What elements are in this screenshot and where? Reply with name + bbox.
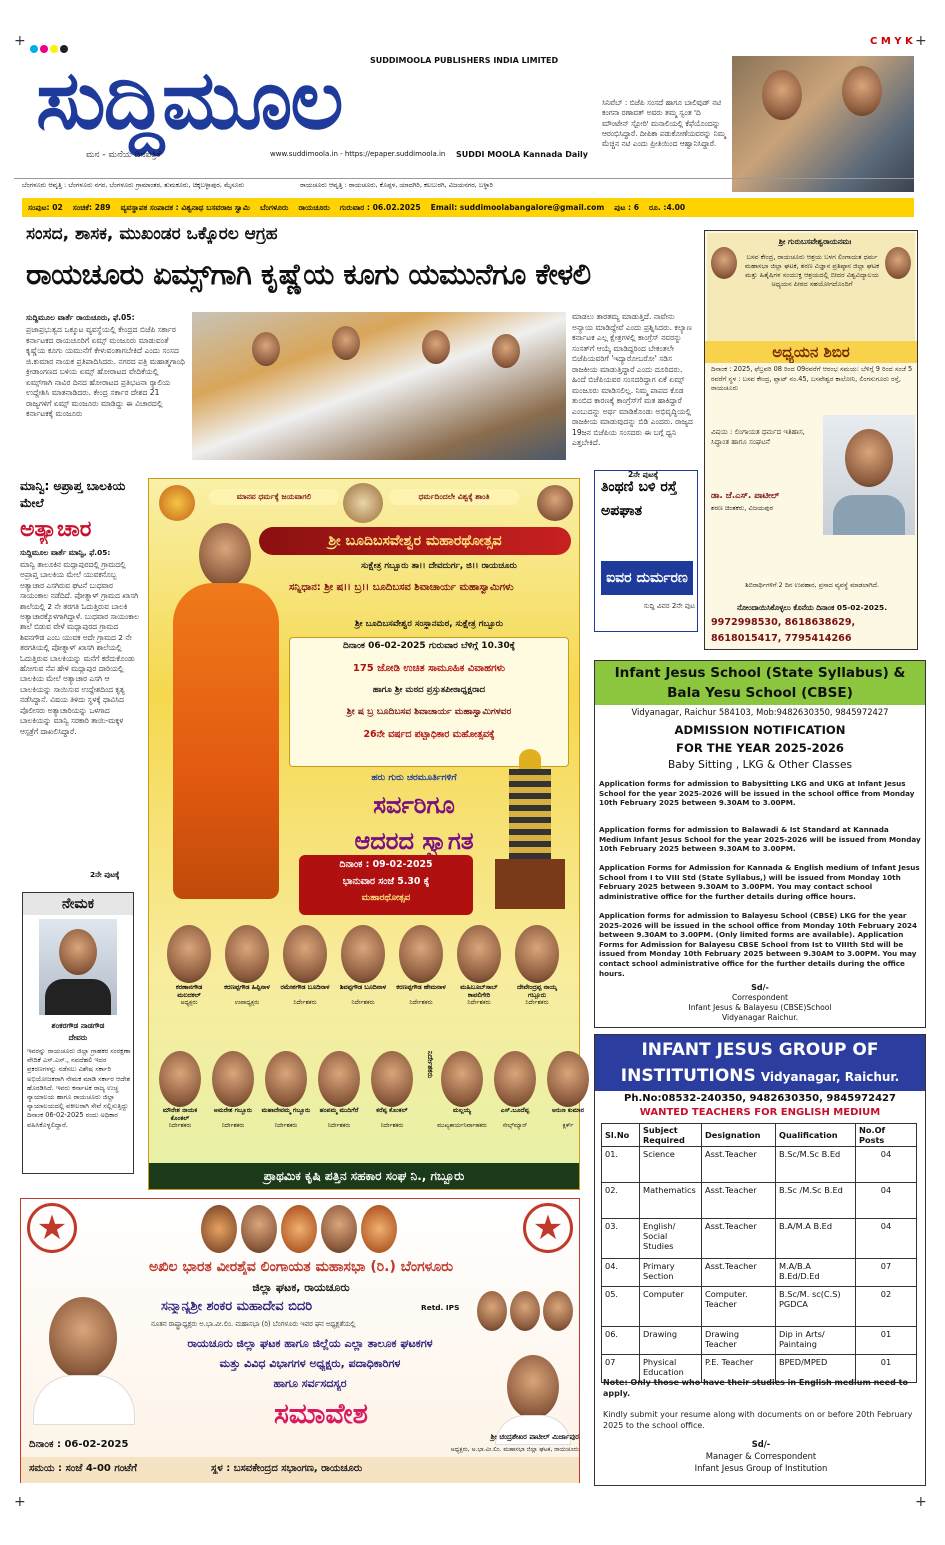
directors-row-2 (155, 1051, 584, 1159)
cell: B.A/M.A B.Ed (776, 1219, 856, 1259)
issue: ಸಂಚಿಕೆ: 289 (72, 202, 111, 212)
director-name: ಮೌನೇಶ ನಾಯಕ ಕೊಂಕಲ್ (162, 1107, 198, 1122)
mahasabha-ad (20, 1198, 580, 1483)
study-camp-ad (704, 230, 918, 650)
deity-portrait-icon (885, 247, 911, 279)
cell: Primary Section (640, 1259, 702, 1287)
lead-kicker: ಸಂಸದ, ಶಾಸಕ, ಮುಖಂಡರ ಒಕ್ಕೊರಲ ಆಗ್ರಹ (26, 224, 278, 244)
teachers-title-2b: Vidyanagar, Raichur. (760, 1070, 900, 1084)
registration-mark-icon: + (915, 33, 927, 49)
basava-portrait-icon (711, 247, 737, 279)
welcome-1: ಸರ್ವರಿಗೂ (373, 791, 455, 819)
col-header: Subject Required (640, 1124, 702, 1147)
mahasabha-date: ದಿನಾಂಕ : 06-02-2025 (29, 1439, 129, 1450)
table-row (602, 1327, 917, 1355)
star-logo-right-icon: ★ (523, 1203, 573, 1253)
cell: 02. (602, 1183, 640, 1219)
study-header: ಶ್ರೀ ಗುರುಬಸವೇಶ್ವರಾಯನಮಃ (778, 237, 852, 246)
cell: M.A/B.A B.Ed/D.Ed (776, 1259, 856, 1287)
school-sd: Sd/- (751, 983, 769, 992)
lead-headline: ರಾಯಚೂರು ಏಮ್ಸ್‌ಗಾಗಿ ಕೃಷ್ಣೆಯ ಕೂಗು ಯಮುನೆಗೂ ಕೇಳಲಿ (26, 257, 591, 291)
rape-story (20, 478, 144, 888)
mahasabha-line-3: ಹಾಗೂ ಸರ್ವಸದಸ್ಯರ (273, 1377, 347, 1390)
cell: Mathematics (640, 1183, 702, 1219)
directors-side-label: ನಿರ್ದೇಶಕರು (426, 1051, 434, 1079)
cell: Drawing Teacher (702, 1327, 776, 1355)
banner-left: ಮಾನವ ಧರ್ಮಕ್ಕೆ ಜಯವಾಗಲಿ (209, 489, 339, 505)
cell: Science (640, 1147, 702, 1183)
cell: P.E. Teacher (702, 1355, 776, 1383)
president-photo (491, 1349, 575, 1445)
cell: Asst.Teacher (702, 1147, 776, 1183)
lead-photo (192, 312, 566, 460)
director-role: ಕ್ಲರ್ಕ್ (562, 1123, 574, 1129)
festival-marriages: 175 ಜೋಡಿ ಉಚಿತ ಸಾಮೂಹಿಕ ವಿವಾಹಗಳು (352, 663, 506, 674)
cell: Computer. Teacher (702, 1287, 776, 1327)
mahasabha-title: ಸಮಾವೇಶ (274, 1397, 368, 1430)
school-address: Vidyanagar, Raichur 584103, Mob:9482630350, 9845972427 (631, 707, 889, 717)
top-news-text: ಸಿನಿವೆಬ್ : ಬಿಜೆಪಿ ಸಂಸದೆ ಹಾಗೂ ಬಾಲಿವುಡ್ ನಟಿ ಕಂಗನಾ ರಣಾವತ್ ಅವರು ತಮ್ಮ ಸ್ವಂತ 'ದಿ ಮೌಂಟೇನ್ ಸ್ಟೋರಿ' ಮನಾಲಿಯಲ್ಲಿ ಕೆಫೆಯೊಂದನ್ನು ಆರಂಭಿಸಿದ್ದಾರೆ. ದೀಪಿಕಾ ಪಡುಕೋಣೆಯವರನ್ನು ನಿಮ್ಮ ಮೆಚ್ಚಿನ ನಟಿ ಎಂದು ಪ್ರೀತಿಯಿಂದ ಆಹ್ವಾನಿಸಿದ್ದಾರೆ. (602, 98, 726, 149)
festival-swamiji: ಶ್ರೀ ಷ ಬ್ರ ಬೂದಿಬಸವ ಶಿವಾಚಾರ್ಯ ಮಹಾಸ್ವಾಮಿಗಳವರ (346, 707, 512, 717)
accident-note: ಸುದ್ದಿ ವಿವರ 2ನೇ ಪುಟ (643, 602, 695, 610)
email[interactable]: Email: suddimoolabangalore@gmail.com (430, 203, 605, 212)
cell: Drawing (640, 1327, 702, 1355)
rape-continued[interactable]: 2ನೇ ಪುಟಕ್ಕೆ (90, 870, 120, 879)
lead-dateline: ಸುದ್ದಿಮೂಲ ವಾರ್ತೆ ರಾಯಚೂರು, ಫೆ.05: (26, 313, 135, 322)
lead-continued[interactable]: 2ನೇ ಪುಟಕ್ಕೆ (628, 470, 659, 479)
publisher-name: SUDDIMOOLA PUBLISHERS INDIA LIMITED (370, 56, 559, 65)
study-body: ಬಸವ ಕೇಂದ್ರ, ರಾಯಚೂರು ಆಶ್ರಯ ಬಳಗ ಲಿಂಗಾಯತ ಧರ್ಮ ಮಹಾಸಭಾ ಜಿಲ್ಲಾ ಘಟಕ, ಶರಣ ವಿಜ್ಞಾನ ಪ್ರತಿಷ್ಠಾನ ಜಿಲ್ಲಾ ಘಟಕ ಮತ್ತು ಹಿತೈಷಿಗಳ ಸಂಯುಕ್ತ ಆಶ್ರಯದಲ್ಲಿ ಬೀದರ ವಿಶ್ವವಿದ್ಯಾಲಯ ಅಧ್ಯಯನ ಪೀಠದ ಸಹಯೋಗದೊಂದಿಗೆ (744, 253, 880, 288)
director-role: ಅಧ್ಯಕ್ಷರು (180, 999, 198, 1006)
study-deadline: ನೋಂದಾಯಿಸಿಕೊಳ್ಳಲು ಕೊನೆಯ ದಿನಾಂಕ 05-02-2025. (736, 603, 888, 612)
lead-body-col1: ಪ್ರಜಾಪ್ರಭುತ್ವದ ಒಕ್ಕೂಟ ವ್ಯವಸ್ಥೆಯಲ್ಲಿ ಕೇಂದ್ರದ ಬಿಜೆಪಿ ಸರ್ಕಾರ ಕರ್ನಾಟಕದ ರಾಯಚೂರಿಗೆ ಏಮ್ಸ್ ಮಂಜೂರು ಮಾಡುವಂತೆ ಕೃಷ್ಣೆಯ ಕೂಗು ಯಮುನೆಗೆ ಕೇಳುವಂತಾಗಬೇಕಿದೆ ಎಂದು ಸಂಸದ ಜಿ.ಕುಮಾರ ನಾಯಕ ಪ್ರತಿಪಾದಿಸಿದರು. ನಗರದ ಪತ್ರಿ ಮಹಾತ್ಮಗಾಂಧಿ ಕ್ರೀಡಾಂಗಣದ ಬಳಿಯ ಏಮ್ಸ್ ಹೋರಾಟದ ವೇದಿಕೆಯಲ್ಲಿ ಏಮ್ಸ್‌ಗಾಗಿ ನಾವಿರ ದಿನದ ಹೋರಾಟದ ಪ್ರತಿಭಟನಾ ರ‍್ಯಾಲಿಯ ಉದ್ದೇಶಿಸಿ ಮಾತನಾಡಿದರು. ಕೇಂದ್ರ ಸರ್ಕಾರ ದೇಶದ 21 ರಾಜ್ಯಗಳಿಗೆ ಏಮ್ಸ್ ಮಂಜೂರು ಮಾಡಿದ್ದು ಈ ವಿಚಾರದಲ್ಲಿ ಕರ್ನಾಟಕಕ್ಕೆ ಮಂಜೂರು (26, 325, 185, 418)
teachers-submit: Kindly submit your resume along with documents on or before 20th February 2025 to the school office. (603, 1410, 913, 1430)
teachers-title-2a: INSTITUTIONS (620, 1066, 756, 1086)
director-role: ನಿರ್ದೇಶಕರು (274, 1123, 298, 1129)
cell: B.Sc/M.Sc B.Ed (776, 1147, 856, 1183)
table-row (602, 1147, 917, 1183)
english-name: SUDDI MOOLA Kannada Daily (456, 150, 588, 159)
study-title: ಅಧ್ಯಯನ ಶಿಬಿರ (705, 341, 917, 363)
cmyk-label: C M Y K (870, 36, 913, 47)
accident-box (594, 470, 698, 632)
col-header: No.Of Posts (856, 1124, 917, 1147)
festival-anniversary: 26ನೇ ವರ್ಷದ ಪಟ್ಟಾಧಿಕಾರ ಮಹೋತ್ಸವಕ್ಕೆ (363, 729, 495, 740)
study-note: ಶಿಬಿರಾರ್ಥಿಗಳಿಗೆ 2 ದಿನ ಉಪಹಾರ, ಪ್ರಸಾದ ವ್ಯವಸ್ಥೆ ಮಾಡಲಾಗಿದೆ. (745, 581, 879, 589)
saints-portraits (201, 1205, 411, 1257)
appointment-title: ನೇಮಕ (23, 893, 133, 915)
president-name: ಶ್ರೀ ಚಂದ್ರಶೇಖರ ಪಾಟೀಲ್ ಮಿರ್ಜಾಪುರ (490, 1433, 579, 1441)
director-name: ಎಸ್.ಬೂದೆಪ್ಪ (500, 1107, 530, 1114)
festival-math: ಶ್ರೀ ಬೂದಿಬಸವೇಶ್ವರ ಸಂಸ್ಥಾನಮಠ, ಸುಕ್ಷೇತ್ರ ಗಬ್ಬೂರು (355, 619, 503, 629)
editions-right: ರಾಯಚೂರು ಆವೃತ್ತಿ : ರಾಯಚೂರು, ಕೊಪ್ಪಳ, ಯಾದಗಿರಿ, ಕಲಬುರಗಿ, ವಿಜಯನಗರ, ಬಳ್ಳಾರಿ (300, 181, 493, 189)
rath-label: ಮಹಾರಥೋತ್ಸವ (361, 893, 411, 903)
festival-date: ದಿನಾಂಕ 06-02-2025 ಗುರುವಾರ ಬೆಳಿಗ್ಗೆ 10.30ಕ್ಕೆ (342, 641, 516, 651)
swamiji-figure (167, 523, 287, 903)
director-role: ಸೇಲ್ಸ್‌ಮ್ಯಾನ್ (502, 1123, 528, 1129)
editions-left: ಬೆಂಗಳೂರು ಆವೃತ್ತಿ : ಬೆಂಗಳೂರು ನಗರ, ಬೆಂಗಳೂರು ಗ್ರಾಮಾಂತರ, ತುಮಕೂರು, ಚಿಕ್ಕಬಳ್ಳಾಪುರ, ಮೈಸೂರು (22, 181, 245, 189)
mahasabha-time: ಸಮಯ : ಸಂಜೆ 4-00 ಗಂಟೆಗೆ (29, 1463, 137, 1474)
appointment-box (22, 892, 134, 1174)
directors-row-1 (163, 925, 567, 1043)
rape-headline-1: ಮಾನ್ವಿ: ಅಪ್ರಾಪ್ತ ಬಾಲಕಿಯ ಮೇಲೆ (20, 479, 126, 510)
teachers-table (601, 1123, 917, 1383)
rath-date: ದಿನಾಂಕ : 09-02-2025 (339, 859, 433, 870)
study-topic: ವಿಷಯ : ಲಿಂಗಾಯತ ಧರ್ಮದ ಇತಿಹಾಸ, ಸಿದ್ಧಾಂತ ಹಾಗೂ ಸಂಘಟನೆ (711, 428, 805, 446)
speaker-photo (823, 415, 915, 535)
top-news-photo (732, 56, 914, 192)
director-name: ಕರಣಪ್ಪಗೌಡ ಹೇಮನಾಳ (396, 983, 446, 991)
appointee-place: ದೇವರು (68, 1033, 88, 1042)
accident-headline: ತಿಂಥಣಿ ಬಳಿ ರಸ್ತೆ ಅಪಘಾತ (601, 479, 678, 519)
cell: B.Sc /M.Sc B.Ed (776, 1183, 856, 1219)
tagline: ಮನ - ಮನೆಯ ದಿನಪತ್ರಿಕೆ (86, 150, 161, 160)
cell: 01. (602, 1147, 640, 1183)
director-name: ಮಲ್ಲಯ್ಯ (452, 1107, 472, 1114)
cell: 05. (602, 1287, 640, 1327)
cell: Computer (640, 1287, 702, 1327)
appointee-name: ಶಂಕರಗೌಡ ನಾಡಗೌಡ (51, 1021, 105, 1030)
table-row (602, 1287, 917, 1327)
teachers-title-1: INFANT JESUS GROUP OF (641, 1040, 879, 1060)
cell: 06. (602, 1327, 640, 1355)
director-role: ನಿರ್ದೇಶಕರು (380, 1123, 404, 1129)
city-bengaluru: ಬೆಂಗಳೂರು (260, 202, 289, 212)
office-bearers-photos (477, 1291, 573, 1345)
mahasabha-org: ಅಖಿಲ ಭಾರತ ವೀರಶೈವ ಲಿಂಗಾಯತ ಮಹಾಸಭಾ (ರಿ.) ಬೆಂಗಳೂರು (148, 1259, 454, 1275)
school-year: FOR THE YEAR 2025-2026 (676, 741, 844, 755)
chariot-icon (489, 749, 571, 919)
rath-time: ಭಾನುವಾರ ಸಂಜೆ 5.30 ಕ್ಕೆ (342, 876, 430, 887)
director-name: ಮಹಿಬೂಬ್‌ಸಾಬ್ ಕಾವಲಿಗೇರಿ (460, 983, 498, 999)
president-role: ಅಧ್ಯಕ್ಷರು, ಅ.ಭಾ.ವೀ.ಲಿಂ. ಮಹಾಸಭಾ ಜಿಲ್ಲಾ ಘಟಕ, ರಾಯಚೂರು (450, 1446, 579, 1453)
teachers-sig-1: Manager & Correspondent (705, 1451, 817, 1461)
mahasabha-person: ಸನ್ಮಾನ್ಯಶ್ರೀ ಶಂಕರ ಮಹಾದೇವ ಬಿದರಿ (161, 1299, 313, 1314)
cell: 03. (602, 1219, 640, 1259)
cell: B.Sc/M. sc(C.S) PGDCA (776, 1287, 856, 1327)
chief-guest-photo (29, 1295, 139, 1425)
cell: Dip in Arts/ Paintaing (776, 1327, 856, 1355)
study-phones: 9972998530, 8618638629, 8618015417, 7795414266 (711, 617, 856, 644)
director-role: ನಿರ್ದೇಶಕರು (293, 999, 317, 1006)
page-count: ಪುಟ : 6 (614, 202, 640, 212)
rape-dateline: ಸುದ್ದಿಮೂಲ ವಾರ್ತೆ ಮಾನ್ವಿ, ಫೆ.05: (20, 548, 111, 557)
table-row (602, 1183, 917, 1219)
festival-ad (148, 478, 584, 1190)
col-header: Qualification (776, 1124, 856, 1147)
festival-and: ಹಾಗೂ ಶ್ರೀ ಮಠದ ಪ್ರಸ್ತುತಪೀಠಾಧ್ಯಕ್ಷರಾದ (372, 685, 486, 695)
director-role: ನಿರ್ದೇಶಕರು (221, 1123, 245, 1129)
cell: English/ Social Studies (640, 1219, 702, 1259)
festival-place: ಸುಕ್ಷೇತ್ರ ಗಬ್ಬೂರು ತಾ।। ದೇವದುರ್ಗ, ಜಿ।। ರಾಯಚೂರು (361, 561, 517, 571)
director-role: ಉಪಾಧ್ಯಕ್ಷರು (234, 999, 260, 1006)
issue-date: ಗುರುವಾರ : 06.02.2025 (339, 202, 421, 212)
rape-body: ಮಾನ್ವಿ ತಾಲೂಕಿನ ಮದ್ಲಾಪುರದಲ್ಲಿ ಗ್ರಾಮದಲ್ಲಿ ಅಪ್ರಾಪ್ತ ಬಾಲಕಿಯ ಮೇಲೆ ಯುವಕನೊಬ್ಬ ಅತ್ಯಾಚಾರ ಎಸಗಿರುವ ಘಟನೆ ಬುಧವಾರ ಸಾಯಂಕಾಲ ನಡೆದಿದೆ. ಪೋತ್ನಾಳ್ ಗ್ರಾಮದ ಖಾಸಗಿ ಶಾಲೆಯಲ್ಲಿ 2 ನೇ ತರಗತಿ ಓದುತ್ತಿರುವ ಬಾಲಕಿ ಅತ್ಯಾಚಾರಕ್ಕೊಳಗಾಗಿದ್ದಾಳೆ. ಬುಧವಾರ ಸಾಯಂಕಾಲ ಶಾಲೆ ಬಿಡುವ ವೇಳೆ ಮದ್ಲಾಪುರದ ಗ್ರಾಮದ ಶಿವನಗೌಡ ಎಂಬ ಯುವಕ ಅದೇ ಗ್ರಾಮದ 2 ನೇ ತರಗತಿಯಲ್ಲಿ ಪೋತ್ನಾಳ್ ಖಾಸಗಿ ಶಾಲೆಯಲ್ಲಿ ಓದುತ್ತಿರುವ ಬಾಲಕಿಯನ್ನು ಮನೆಗೆ ಕರೆದುಕೊಂಡು ಹೋಗುವ ನೆಪ ಹೇಳಿ ಮದ್ಲಾಪುರ ದಾರಿಯಲ್ಲಿ ಬಾಲಕಿಯ ಮೇಲೆ ಅತ್ಯಾಚಾರ ಎಸಗಿ ಆ ಬಾಲಕಿಯನ್ನು ಸಾಯಿಸುವ ಉದ್ದೇಶದಿಂದ ಕೃತ್ಯ ನಡೆಸಿದ್ದಾನೆ. ವಿಷಯ ತಿಳಿದು ಸ್ಥಳಕ್ಕೆ ಧಾವಿಸಿದ ಪೊಲೀಸರು ಅತ್ಯಾಚಾರಿಯನ್ನು ಒಳಗಾದ ಬಾಲಕಿಯನ್ನು ಮಾನ್ವಿ ಸರಕಾರಿ ತಾಯಿ-ಮಕ್ಕಳ ಆಸ್ಪತ್ರೆಗೆ ದಾಖಲಿಸಿದ್ದಾರೆ. (20, 560, 139, 736)
teachers-sig-2: Infant Jesus Group of Institution (694, 1463, 828, 1473)
col-header: Designation (702, 1124, 776, 1147)
director-name: ಕರಣಾನಗೌಡ ಮಲದಕಲ್ (175, 983, 203, 999)
info-bar (22, 198, 914, 217)
cell: 04 (856, 1147, 917, 1183)
festival-invite: ಹರು ಗುರು ಚರಮೂರ್ತಿಗಳಿಗೆ (371, 773, 457, 783)
accident-sub: ಐವರ ದುರ್ಮರಣ (601, 561, 693, 595)
website: www.suddimoola.in - https://epaper.suddimoola.in (270, 150, 446, 158)
school-sig-3: Vidyanagar Raichur. (721, 1013, 799, 1022)
director-role: ಮುಖ್ಯಕಾರ್ಯನಿರ್ವಾಹಕರು (437, 1123, 487, 1129)
teachers-phone: Ph.No:08532-240350, 9482630350, 9845972427 (624, 1093, 896, 1104)
director-role: ನಿರ್ದೇಶಕರು (327, 1123, 351, 1129)
director-name: ಅರುಣ ಕುಮಾರ (552, 1107, 584, 1114)
director-name: ಶಿವಪ್ಪಗೌಡ ಬೂದಿನಾಳ (339, 983, 387, 991)
director-name: ರಮೇಶಗೌಡ ಬೂದಿನಾಳ (280, 983, 330, 991)
festival-footer: ಪ್ರಾಥಮಿಕ ಕೃಷಿ ಪತ್ತಿನ ಸಹಕಾರ ಸಂಘ ನಿ., ಗಬ್ಬೂರು (149, 1163, 579, 1189)
masthead-logo: ಸುದ್ದಿಮೂಲ (36, 53, 342, 148)
director-name: ಹಂಪಮ್ಮ ಮುದಿಗೆರೆ (319, 1107, 359, 1114)
festival-presence: ಸನ್ನಿಧಾನ: ಶ್ರೀ ಷ।। ಬ್ರ।। ಬೂದಿಬಸವ ಶಿವಾಚಾರ್ಯ ಮಹಾಸ್ವಾಮಿಗಳು (289, 582, 514, 593)
director-name: ಮಹಾದೇವಮ್ಮ ಗಬ್ಬೂರು (261, 1107, 311, 1114)
appointee-photo (39, 919, 117, 1015)
study-speaker-role: ಶರಣ ಚಿಂತಕರು, ವಿಜಯಪುರ (711, 504, 774, 512)
school-notice: ADMISSION NOTIFICATION (674, 723, 846, 737)
deity-center-icon (343, 483, 383, 523)
study-details: ದಿನಾಂಕ : 2025, ಫೆಬ್ರವರಿ 08 ರಿಂದ 09ರವರೆಗೆ ಆರಂಭ ಸಮಯ: ಬೆಳಿಗ್ಗೆ 9 ರಿಂದ ಸಂಜೆ 5 ರವರೆಗೆ ಸ್ಥಳ : ಬಸವ ಕೇಂದ್ರ, ಪ್ಲಾಟ್ ನಂ.45, ಬಸವೇಶ್ವರ ಕಾಲೋನಿ, ಲಿಂಗಸುಗೂರು ರಸ್ತೆ, ರಾಯಚೂರು (711, 365, 913, 392)
mahasabha-unit: ಜಿಲ್ಲಾ ಘಟಕ, ರಾಯಚೂರು (252, 1281, 350, 1294)
cell: 04 (856, 1183, 917, 1219)
cell: 07 (856, 1259, 917, 1287)
cell: Asst.Teacher (702, 1259, 776, 1287)
school-sig-1: Correspondent (731, 993, 789, 1002)
teachers-note: Note: Only those who have their studies in English medium need to apply. (603, 1378, 908, 1398)
school-classes: Baby Sitting , LKG & Other Classes (668, 759, 852, 771)
school-title-1: Infant Jesus School (State Syllabus) & (614, 665, 906, 681)
director-role: ನಿರ್ದೇಶಕರು (525, 999, 549, 1006)
lead-body-col2: ಮಾಡಲು ತಾರತಮ್ಯ ಮಾಡುತ್ತಿದೆ. ನಾವೇನು ಅನ್ಯಾಯ ಮಾಡಿದ್ದೇವೆ ಎಂದು ಪ್ರಶ್ನಿಸಿದರು. ಕಲ್ಯಾಣ ಕರ್ನಾಟಕ ಎಲ್ಲ ಕ್ಷೇತ್ರಗಳಲ್ಲಿ ಕಾಂಗ್ರೆಸ್ ನವರನ್ನು ಸಂಸತ್‌ಗೆ ಆಯ್ಕೆ ಮಾಡಿದ್ದರಿಂದ ಬೇಕಂತಲೇ ಬಿಜೆಪಿಯವರಿಗೆ 'ಇದ್ಯಾರೋಬರೋ' ಸಡಿಸ ರಾಜಕೀಯ ಮಾಡುತ್ತಿದ್ದಾರೆ ಎಂದು ದೂರಿದರು. ಹಿಂದೆ ಬಿಜೆಪಿಯವರ ಸಂಸದರಿದ್ದಾಗ ಏಕೆ ಏಮ್ಸ್ ಮಂಜೂರು ಮಾಡಿಸಲಿಲ್ಲ. ನಿಮ್ಮ ಪಾಪದ ಕೊಡ ತುಂಬಿದ ಕಾರಣಕ್ಕೆ ಕಾಂಗ್ರೆಸ್‌ಗೆ ಮತ ಹಾಕಿದ್ದಾರೆ ಎಂಬುದನ್ನು ಅರ್ಥ ಮಾಡಿಕೊಂಡು ಅಭಿವೃದ್ಧಿಯಲ್ಲಿ ರಾಜಕೀಯ ಮಾಡುವುದನ್ನು ಬಿಡಿ ಎಂದರು. ರಾಜ್ಯದ 19ಜನ ಬಿಜೆಪಿಯ ಸಂಸದರು ಈ ಬಗ್ಗೆ ಧ್ವನಿ ಎತ್ತಬೇಕಿದೆ. (572, 312, 693, 447)
director-role: ನಿರ್ದೇಶಕರು (467, 999, 491, 1006)
star-logo-left-icon: ★ (27, 1203, 77, 1253)
editor: ವ್ಯವಸ್ಥಾಪಕ ಸಂಪಾದಕ : ವಿಶ್ವನಾಥ ಬಸವರಾಜ ಸ್ವಾಮಿ (120, 202, 251, 212)
volume: ಸಂಪುಟ: 02 (28, 202, 63, 212)
mahasabha-line-2: ಮತ್ತು ವಿವಿಧ ವಿಭಾಗಗಳ ಅಧ್ಯಕ್ಷರು, ಪದಾಧಿಕಾರಿಗಳ (219, 1357, 401, 1370)
cell: Asst.Teacher (702, 1183, 776, 1219)
mahasabha-venue: ಸ್ಥಳ : ಬಸವಕೇಂದ್ರದ ಸಭಾಂಗಣ, ರಾಯಚೂರು (211, 1463, 363, 1474)
school-admission-ad (594, 660, 926, 1028)
col-header: Sl.No (602, 1124, 640, 1147)
rape-headline-2: ಅತ್ಯಾಚಾರ (20, 517, 92, 542)
mahasabha-role: ನೂತನ ರಾಷ್ಟ್ರಾಧ್ಯಕ್ಷರು ಅ.ಭಾ.ವೀ.ಲಿಂ. ಮಹಾಸಭಾ (ರಿ) ಬೆಂಗಳೂರು ಇವರ ಘನ ಅಧ್ಯಕ್ಷತೆಯಲ್ಲಿ (151, 1320, 356, 1328)
table-row (602, 1259, 917, 1287)
study-speaker: ಡಾ. ಜೆ.ಎಸ್. ಪಾಟೀಲ್ (711, 491, 780, 501)
registration-mark-icon: + (915, 1494, 927, 1510)
teachers-sd: Sd/- (751, 1439, 771, 1449)
mahasabha-line-1: ರಾಯಚೂರು ಜಿಲ್ಲಾ ಘಟಕ ಹಾಗೂ ಜಿಲ್ಲೆಯ ಎಲ್ಲಾ ತಾಲೂಕ ಘಟಕಗಳ (187, 1337, 433, 1350)
city-raichur: ರಾಯಚೂರು (298, 202, 330, 212)
cell: 04. (602, 1259, 640, 1287)
welcome-2: ಆದರದ ಸ್ವಾಗತ (354, 827, 474, 855)
deity-left-icon (159, 485, 195, 521)
director-name: ಅಮರೇಶ ಗಬ್ಬೂರು (213, 1107, 253, 1114)
festival-title: ಶ್ರೀ ಬೂದಿಬಸವೇಶ್ವರ ಮಹಾರಥೋತ್ಸವ (259, 527, 571, 555)
director-role: ನಿರ್ದೇಶಕರು (409, 999, 433, 1006)
director-name: ದೇವೇಂದ್ರಪ್ಪ ನಾಯ್ಕ ಗಬ್ಬೂರು (517, 983, 557, 999)
director-name: ಕರಣಪ್ಪಗೌಡ ಹಿಪ್ಪಿನಾಳ (224, 983, 270, 991)
mahasabha-retd: Retd. IPS (421, 1303, 460, 1312)
cell: 02 (856, 1287, 917, 1327)
admission-para-1: Application forms for admission to Babysitting LKG and UKG at Infant Jesus School for the year 2025-2026 will be issued in the school office from Monday 10th February 2025 between 9.30AM to 3.00PM. (599, 779, 915, 808)
banner-right: ಧರ್ಮದಿಂದಲೇ ವಿಶ್ವಕ್ಕೆ ಶಾಂತಿ (389, 489, 519, 505)
registration-mark-icon: + (14, 33, 26, 49)
director-name: ಕರೆಪ್ಪ ಕೊಂಕಲ್ (376, 1107, 408, 1114)
school-sig-2: Infant Jesus & Balayesu (CBSE)School (688, 1003, 832, 1012)
admission-para-2: Application forms for admission to Balawadi & Ist Standard at Kannada Medium Infant Jesus School for the year 2025-2026 will be issued from Monday 10th February 2025 between 9.30AM to 3.00PM. (599, 825, 921, 854)
director-role: ನಿರ್ದೇಶಕರು (168, 1123, 192, 1129)
cell: BPED/MPED (776, 1355, 856, 1383)
cell: 07 (602, 1355, 640, 1383)
director-role: ನಿರ್ದೇಶಕರು (351, 999, 375, 1006)
cell: 04 (856, 1219, 917, 1259)
cell: 01 (856, 1355, 917, 1383)
admission-para-3: Application Forms for Admission for Kannada & English medium of Infant Jesus School from I to VIII Std (State Syllabus,) will be issued from Monday 10th February 2025 between 9.30AM to 3.00PM. You may contact school administrative office for the further details during office hours. (599, 863, 920, 901)
admission-para-4: Application forms for admission to Balayesu School (CBSE) LKG for the year 2025-2026 will be issued in the school office from Monday 10th February 2024 between 9.30AM to 3.00PM. (Only limited forms are available). Application Forms for Admission for Balayesu CBSE School from Ist to VIIIth Std will be issued from Monday 10th February 2025 between 9.30AM to 3.00PM. You may contact school administrative office for the further details during the office hours. (599, 911, 918, 978)
table-row (602, 1219, 917, 1259)
school-title-2: Bala Yesu School (CBSE) (667, 685, 853, 701)
cell: 01 (856, 1327, 917, 1355)
price: ರೂ. :4.00 (649, 202, 686, 212)
teachers-wanted: WANTED TEACHERS FOR ENGLISH MEDIUM (639, 1107, 881, 1118)
cell: Asst.Teacher (702, 1219, 776, 1259)
swami-portrait-icon (537, 485, 573, 521)
appointment-body: ಇವರನ್ನು ರಾಯಚೂರು ಜಿಲ್ಲಾ ಗ್ರಾಹಕರ ಸಂರಕ್ಷಣಾ ವೇದಿಕೆ ಎಸ್.ಎಸ್., ನವದೆಹಲಿ ಇದರ ಪ್ರಕರಣಗಳನ್ನು ನಡೆಸಲು ವಿಶೇಷ ಸರ್ಕಾರಿ ಅಭಿಯೋಜಕರಾಗಿ ನೇಮಕ ಮಾಡಿ ಸರ್ಕಾರ ಆದೇಶ ಹೊರಡಿಸಿದೆ. ಇವರು ಕರ್ನಾಟಕ ರಾಜ್ಯ ಉಚ್ಚ ನ್ಯಾಯಾಲಯ ಹಾಗೂ ರಾಯಚೂರು ಜಿಲ್ಲಾ ನ್ಯಾಯಾಲಯದಲ್ಲಿ ವಕೀಲರಾಗಿ ಸೇವೆ ಸಲ್ಲಿಸುತ್ತಿದ್ದು ದಿನಾಂಕ 06-02-2025 ರಂದು ಅಧಿಕಾರ ವಹಿಸಿಕೊಳ್ಳಲಿದ್ದಾರೆ. (27, 1047, 131, 1129)
registration-mark-icon: + (14, 1494, 26, 1510)
teachers-wanted-ad (594, 1034, 926, 1486)
cell: Physical Education (640, 1355, 702, 1383)
